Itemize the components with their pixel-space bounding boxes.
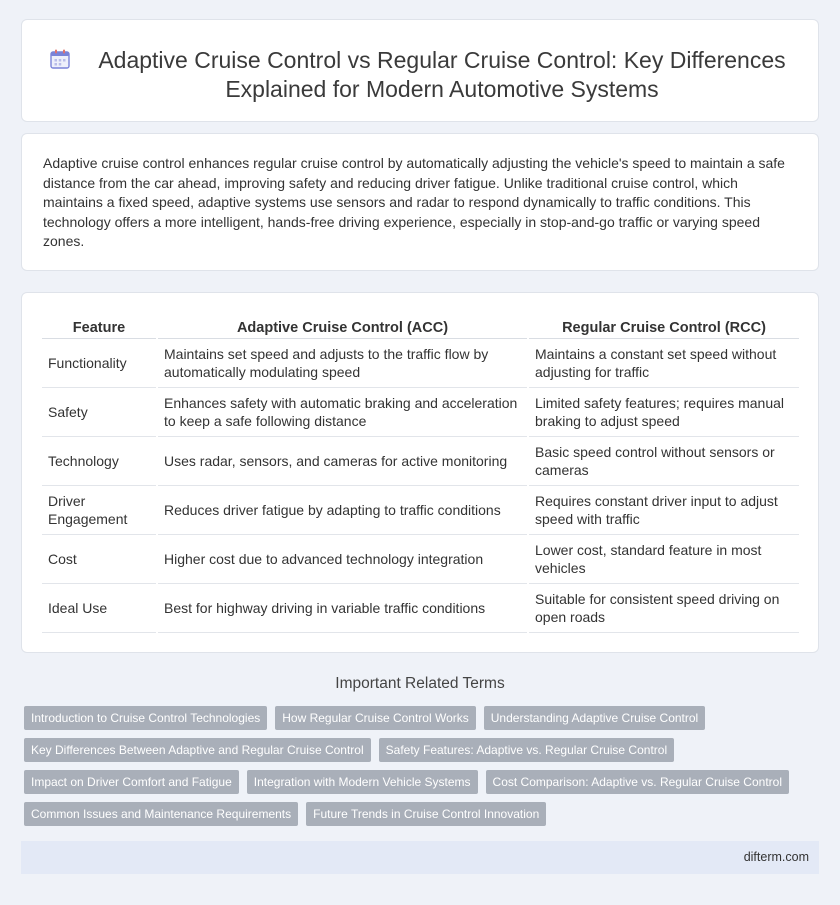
acc-cell: Enhances safety with automatic braking and acceleration to keep a safe following distance: [157, 387, 528, 436]
column-header-rcc: Regular Cruise Control (RCC): [528, 313, 799, 338]
column-header-acc: Adaptive Cruise Control (ACC): [157, 313, 528, 338]
table-row: [42, 485, 799, 534]
related-term-link[interactable]: Impact on Driver Comfort and Fatigue: [24, 770, 239, 794]
intro-paragraph: Adaptive cruise control enhances regular cruise control by automatically adjusting the vehicle's speed to maintain a safe distance from the car ahead, improving safety and reducing driver fatigue. Unlike traditional cruise control, which maintains a fixed speed, adaptive systems use sensors and radar to respond dynamically to traffic conditions. This technology offers a more intelligent, hands-free driving experience, especially in stop-and-go traffic or varying speed zones.: [43, 155, 785, 250]
tag-row: [24, 770, 814, 794]
rcc-cell: Maintains a constant set speed without adjusting for traffic: [528, 338, 799, 387]
tag-row: [24, 802, 814, 826]
comparison-table-card: [21, 292, 819, 653]
related-term-link[interactable]: Safety Features: Adaptive vs. Regular Cruise Control: [379, 738, 674, 762]
footer-bar: [21, 841, 819, 874]
rcc-cell: Lower cost, standard feature in most vehicles: [528, 534, 799, 583]
table-row: [42, 534, 799, 583]
related-term-link[interactable]: Understanding Adaptive Cruise Control: [484, 706, 705, 730]
tag-row: [24, 706, 814, 730]
related-term-link[interactable]: Introduction to Cruise Control Technologies: [24, 706, 267, 730]
rcc-cell: Requires constant driver input to adjust speed with traffic: [528, 485, 799, 534]
rcc-cell: Basic speed control without sensors or cameras: [528, 436, 799, 485]
acc-cell: Uses radar, sensors, and cameras for active monitoring: [157, 436, 528, 485]
table-row: [42, 338, 799, 387]
feature-cell: Ideal Use: [42, 583, 157, 632]
acc-cell: Reduces driver fatigue by adapting to traffic conditions: [157, 485, 528, 534]
header-card: [21, 19, 819, 122]
rcc-cell: Limited safety features; requires manual braking to adjust speed: [528, 387, 799, 436]
comparison-table: [42, 313, 799, 633]
acc-cell: Best for highway driving in variable traffic conditions: [157, 583, 528, 632]
table-row: [42, 436, 799, 485]
column-header-feature: Feature: [42, 313, 157, 338]
related-term-link[interactable]: How Regular Cruise Control Works: [275, 706, 476, 730]
table-row: [42, 583, 799, 632]
feature-cell: Driver Engagement: [42, 485, 157, 534]
feature-cell: Cost: [42, 534, 157, 583]
related-terms-list: [24, 706, 814, 834]
related-term-link[interactable]: Common Issues and Maintenance Requirements: [24, 802, 298, 826]
intro-card: [21, 133, 819, 271]
tag-row: [24, 738, 814, 762]
related-term-link[interactable]: Cost Comparison: Adaptive vs. Regular Cruise Control: [486, 770, 789, 794]
feature-cell: Functionality: [42, 338, 157, 387]
site-name[interactable]: difterm.com: [743, 850, 809, 864]
page-title: Adaptive Cruise Control vs Regular Cruise Control: Key Differences Explained for Modern Automotive Systems: [98, 47, 786, 102]
related-term-link[interactable]: Key Differences Between Adaptive and Regular Cruise Control: [24, 738, 371, 762]
feature-cell: Safety: [42, 387, 157, 436]
rcc-cell: Suitable for consistent speed driving on open roads: [528, 583, 799, 632]
feature-cell: Technology: [42, 436, 157, 485]
related-terms-heading: Important Related Terms: [335, 675, 505, 692]
related-term-link[interactable]: Future Trends in Cruise Control Innovation: [306, 802, 546, 826]
table-header-row: [42, 313, 799, 338]
acc-cell: Higher cost due to advanced technology integration: [157, 534, 528, 583]
related-term-link[interactable]: Integration with Modern Vehicle Systems: [247, 770, 478, 794]
acc-cell: Maintains set speed and adjusts to the traffic flow by automatically modulating speed: [157, 338, 528, 387]
table-row: [42, 387, 799, 436]
